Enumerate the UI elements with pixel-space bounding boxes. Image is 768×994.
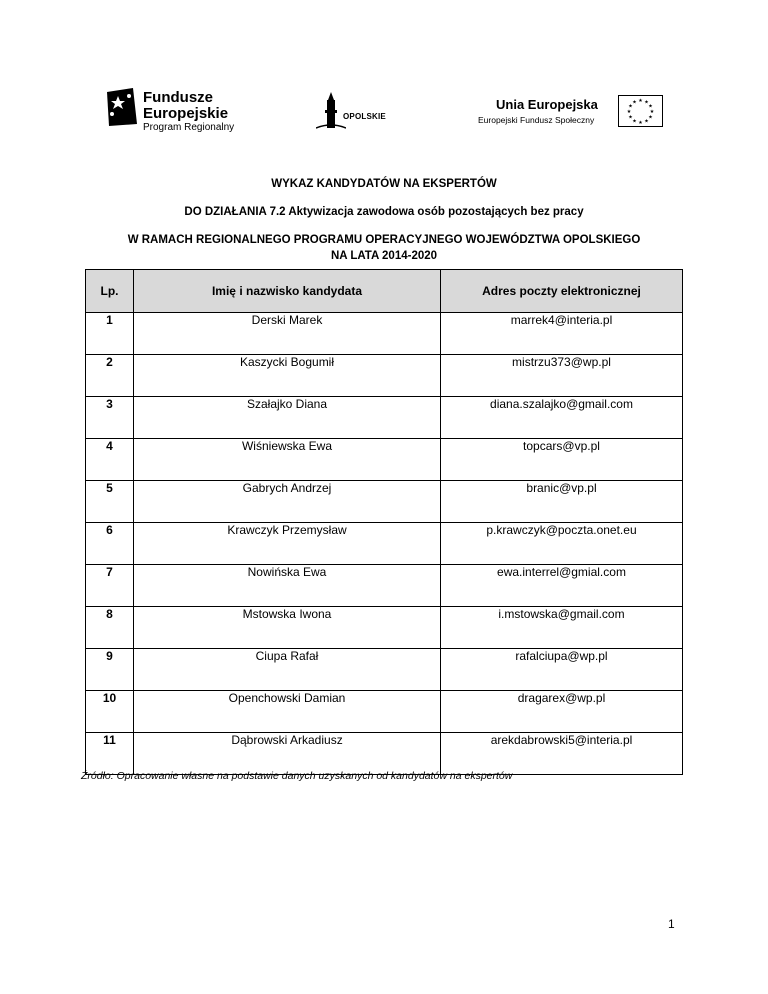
page-number: 1 — [668, 917, 675, 931]
row-email: ewa.interrel@gmial.com — [441, 565, 683, 607]
source-note: Źródło: Opracowanie własne na podstawie danych uzyskanych od kandydatów na ekspertów — [81, 770, 513, 782]
row-candidate-name: Kaszycki Bogumił — [134, 355, 441, 397]
row-lp: 8 — [86, 607, 134, 649]
table-row — [86, 523, 683, 565]
table-row — [86, 649, 683, 691]
row-lp: 4 — [86, 439, 134, 481]
row-lp: 7 — [86, 565, 134, 607]
opolskie-logo — [316, 92, 390, 132]
row-email: rafalciupa@wp.pl — [441, 649, 683, 691]
svg-text:★: ★ — [628, 103, 633, 110]
opolskie-tower-icon — [316, 92, 346, 132]
table-row — [86, 355, 683, 397]
row-email: topcars@vp.pl — [441, 439, 683, 481]
row-candidate-name: Nowińska Ewa — [134, 565, 441, 607]
svg-text:★: ★ — [649, 109, 655, 115]
table-row — [86, 565, 683, 607]
row-candidate-name: Dąbrowski Arkadiusz — [134, 733, 441, 775]
document-subtitle-program: W RAMACH REGIONALNEGO PROGRAMU OPERACYJNEGO WOJEWÓDZTWA OPOLSKIEGO — [127, 234, 641, 246]
row-lp: 9 — [86, 649, 134, 691]
svg-text:★: ★ — [648, 114, 653, 121]
row-candidate-name: Mstowska Iwona — [134, 607, 441, 649]
opolskie-logo-text: OPOLSKIE — [343, 112, 386, 121]
row-candidate-name: Derski Marek — [134, 313, 441, 355]
document-subtitle-years: NA LATA 2014-2020 — [330, 250, 438, 262]
eu-logo-subtitle: Europejski Fundusz Społeczny — [478, 115, 595, 125]
table-row — [86, 733, 683, 775]
row-lp: 10 — [86, 691, 134, 733]
table-row — [86, 397, 683, 439]
svg-text:★: ★ — [644, 99, 649, 106]
fe-star-icon — [103, 86, 139, 128]
svg-text:★: ★ — [626, 109, 632, 115]
row-candidate-name: Wiśniewska Ewa — [134, 439, 441, 481]
table-row — [86, 691, 683, 733]
document-title: WYKAZ KANDYDATÓW NA EKSPERTÓW — [271, 178, 497, 190]
fe-logo-line2: Europejskie — [143, 105, 229, 122]
row-email: branic@vp.pl — [441, 481, 683, 523]
header-lp: Lp. — [86, 270, 134, 313]
row-email: dragarex@wp.pl — [441, 691, 683, 733]
table-row — [86, 313, 683, 355]
svg-text:★: ★ — [648, 103, 653, 110]
document-subtitle-action: DO DZIAŁANIA 7.2 Aktywizacja zawodowa osób pozostających bez pracy — [184, 206, 584, 218]
row-lp: 1 — [86, 313, 134, 355]
eu-logo — [478, 95, 663, 133]
fe-logo-line1: Fundusze — [143, 89, 213, 106]
svg-text:★: ★ — [638, 120, 643, 126]
row-lp: 5 — [86, 481, 134, 523]
fundusze-europejskie-logo — [103, 86, 243, 136]
header-email: Adres poczty elektronicznej — [441, 270, 683, 313]
table-header-row — [86, 270, 683, 313]
eu-logo-title: Unia Europejska — [496, 97, 598, 112]
eu-flag-icon — [618, 95, 663, 127]
row-candidate-name: Gabrych Andrzej — [134, 481, 441, 523]
row-candidate-name: Openchowski Damian — [134, 691, 441, 733]
row-email: marrek4@interia.pl — [441, 313, 683, 355]
row-candidate-name: Szałajko Diana — [134, 397, 441, 439]
row-email: i.mstowska@gmail.com — [441, 607, 683, 649]
svg-text:★: ★ — [644, 118, 649, 125]
svg-text:★: ★ — [632, 99, 637, 106]
row-email: p.krawczyk@poczta.onet.eu — [441, 523, 683, 565]
row-candidate-name: Krawczyk Przemysław — [134, 523, 441, 565]
row-lp: 6 — [86, 523, 134, 565]
svg-text:★: ★ — [628, 114, 633, 121]
row-lp: 2 — [86, 355, 134, 397]
row-email: mistrzu373@wp.pl — [441, 355, 683, 397]
candidates-table — [85, 269, 683, 775]
table-row — [86, 607, 683, 649]
table-row — [86, 481, 683, 523]
row-lp: 3 — [86, 397, 134, 439]
svg-text:★: ★ — [638, 98, 643, 104]
row-lp: 11 — [86, 733, 134, 775]
table-row — [86, 439, 683, 481]
header-name: Imię i nazwisko kandydata — [134, 270, 441, 313]
svg-text:★: ★ — [632, 118, 637, 125]
row-candidate-name: Ciupa Rafał — [134, 649, 441, 691]
row-email: arekdabrowski5@interia.pl — [441, 733, 683, 775]
fe-logo-line3: Program Regionalny — [143, 122, 235, 133]
row-email: diana.szalajko@gmail.com — [441, 397, 683, 439]
